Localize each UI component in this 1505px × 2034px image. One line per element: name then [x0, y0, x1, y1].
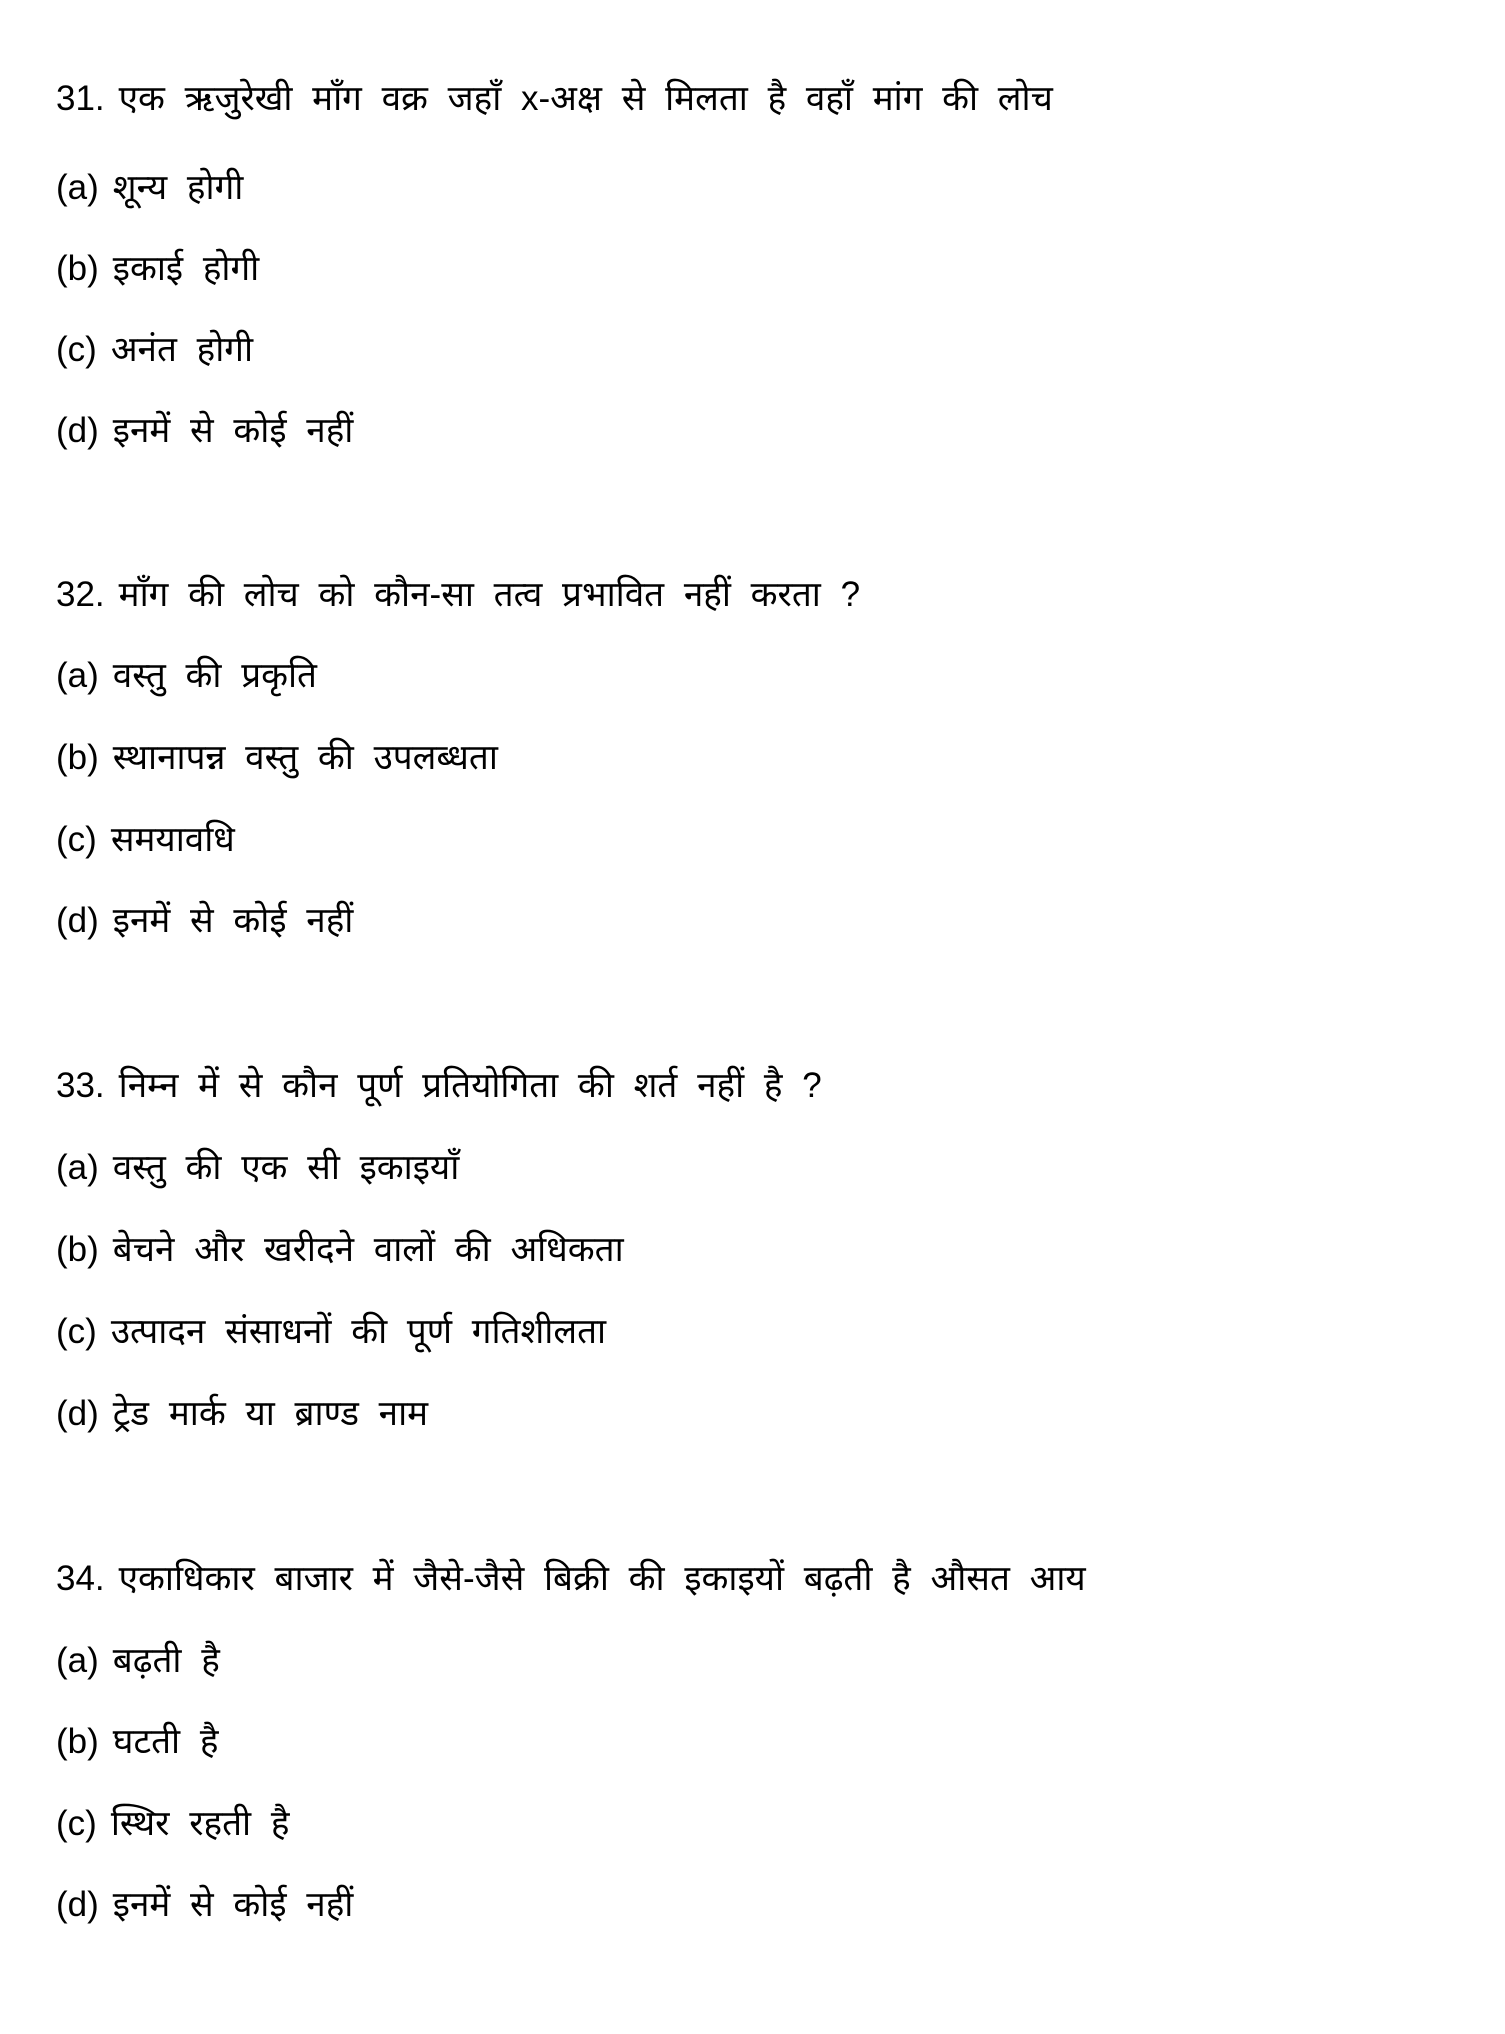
option-text: स्थिर रहती है: [110, 1804, 290, 1843]
option-text: इकाई होगी: [112, 249, 260, 288]
option-label: (a): [56, 1641, 99, 1680]
question-32-option-a: [56, 651, 317, 701]
option-text: अनंत होगी: [110, 330, 254, 369]
option-label: (d): [56, 1885, 99, 1924]
option-label: (a): [56, 168, 99, 207]
question-32-option-b: [56, 733, 498, 783]
option-label: (c): [56, 330, 97, 369]
option-label: (c): [56, 820, 97, 859]
question-33-option-a: [56, 1143, 459, 1193]
question-34-option-b: [56, 1717, 218, 1767]
question-34-option-a: [56, 1636, 220, 1686]
question-number: 32.: [56, 575, 105, 614]
question-number: 31.: [56, 79, 105, 118]
question-33-option-b: [56, 1225, 624, 1275]
question-31-option-d: [56, 406, 353, 456]
option-label: (b): [56, 738, 99, 777]
option-label: (d): [56, 411, 99, 450]
question-32-option-d: [56, 896, 353, 946]
option-label: (b): [56, 1722, 99, 1761]
question-31-option-a: [56, 163, 243, 213]
question-31-option-b: [56, 244, 259, 294]
option-text: घटती है: [112, 1722, 219, 1761]
option-text: ट्रेड मार्क या ब्राण्ड नाम: [112, 1394, 429, 1433]
option-label: (d): [56, 1394, 99, 1433]
option-label: (a): [56, 1148, 99, 1187]
question-text: एक ऋजुरेखी माँग वक्र जहाँ x-अक्ष से मिलता है वहाँ मांग की लोच: [118, 79, 1053, 118]
option-label: (b): [56, 249, 99, 288]
option-text: इनमें से कोई नहीं: [112, 901, 354, 940]
option-text: उत्पादन संसाधनों की पूर्ण गतिशीलता: [110, 1312, 607, 1351]
question-number: 34.: [56, 1559, 105, 1598]
option-label: (d): [56, 901, 99, 940]
question-text: माँग की लोच को कौन-सा तत्व प्रभावित नहीं करता ?: [118, 575, 861, 614]
option-label: (a): [56, 656, 99, 695]
question-text: निम्न में से कौन पूर्ण प्रतियोगिता की शर्त नहीं है ?: [118, 1066, 822, 1105]
question-31: [56, 74, 1053, 124]
option-text: इनमें से कोई नहीं: [112, 411, 354, 450]
question-34-option-c: [56, 1799, 289, 1849]
question-33-option-d: [56, 1389, 428, 1439]
option-text: बेचने और खरीदने वालों की अधिकता: [112, 1230, 624, 1269]
question-34: [56, 1554, 1086, 1604]
option-text: वस्तु की एक सी इकाइयाँ: [112, 1148, 460, 1187]
option-text: समयावधि: [110, 820, 235, 859]
option-text: बढ़ती है: [112, 1641, 220, 1680]
question-34-option-d: [56, 1880, 353, 1930]
question-32: [56, 570, 860, 620]
question-number: 33.: [56, 1066, 105, 1105]
option-text: इनमें से कोई नहीं: [112, 1885, 354, 1924]
option-text: वस्तु की प्रकृति: [112, 656, 318, 695]
question-33: [56, 1061, 822, 1111]
option-text: स्थानापन्न वस्तु की उपलब्धता: [112, 738, 498, 777]
question-31-option-c: [56, 325, 253, 375]
option-text: शून्य होगी: [112, 168, 244, 207]
question-32-option-c: [56, 815, 235, 865]
option-label: (b): [56, 1230, 99, 1269]
option-label: (c): [56, 1312, 97, 1351]
option-label: (c): [56, 1804, 97, 1843]
question-text: एकाधिकार बाजार में जैसे-जैसे बिक्री की इकाइयों बढ़ती है औसत आय: [118, 1559, 1086, 1598]
question-33-option-c: [56, 1307, 606, 1357]
